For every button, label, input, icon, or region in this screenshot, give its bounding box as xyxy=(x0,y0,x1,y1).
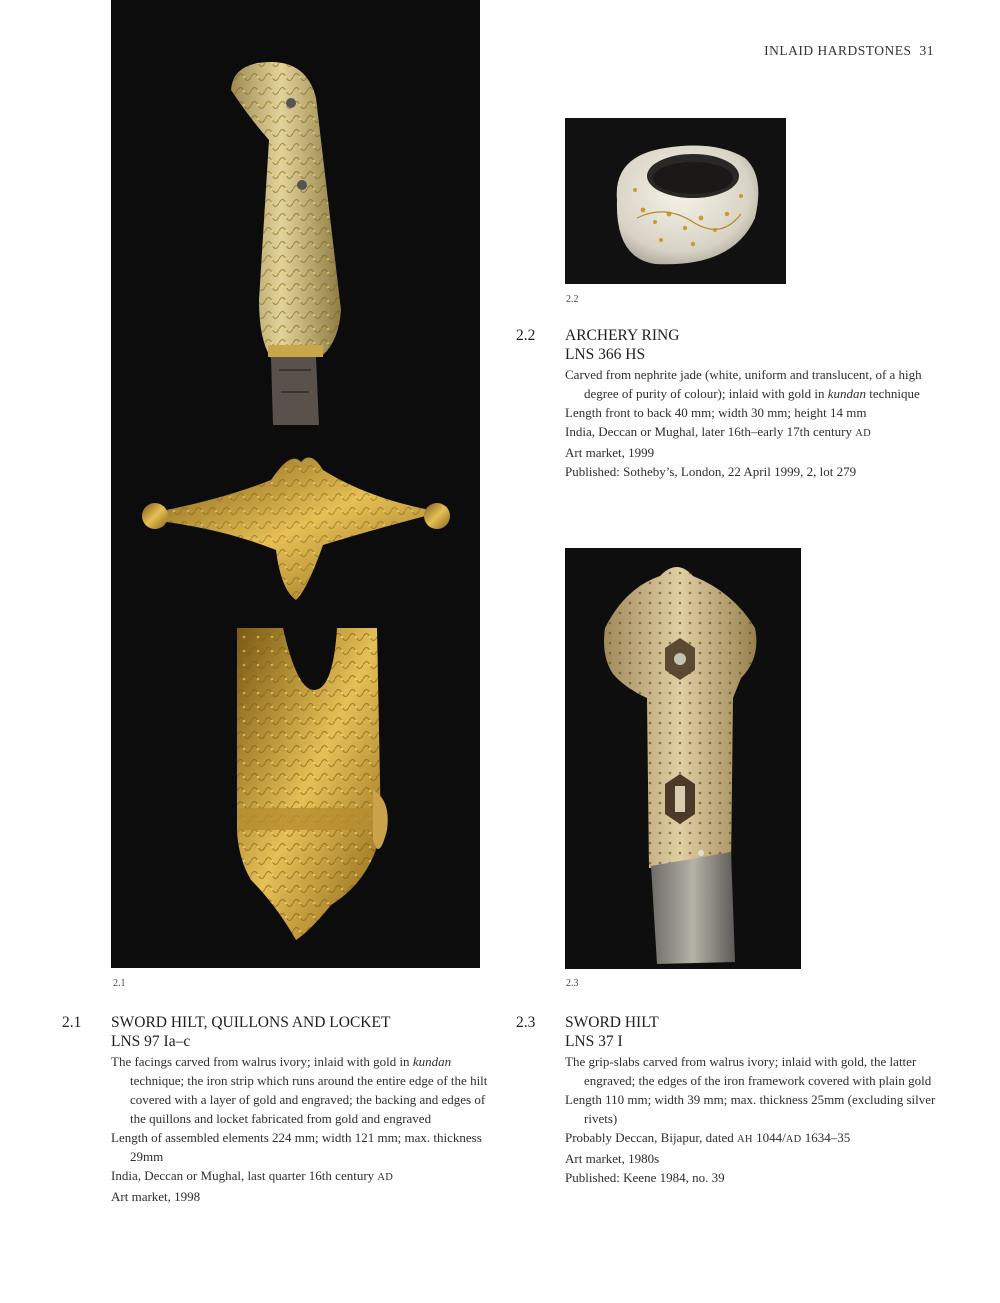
entry-title: ARCHERY RING xyxy=(565,327,680,344)
entry-provenance: Art market, 1999 xyxy=(565,445,655,460)
entry-publication: Published: Sotheby’s, London, 22 April 1999, 2, lot 279 xyxy=(565,464,857,479)
plate-number: 2.3 xyxy=(566,978,579,989)
catalogue-number: 2.2 xyxy=(516,327,536,344)
entry-dimensions: Length front to back 40 mm; width 30 mm; height 14 mm xyxy=(565,405,867,420)
entry-provenance: Art market, 1980s xyxy=(565,1151,660,1166)
catalogue-entry xyxy=(516,326,945,481)
catalogue-entry xyxy=(516,1013,945,1187)
plate-number: 2.2 xyxy=(566,294,579,305)
entry-description: The grip-slabs carved from walrus ivory; inlaid with gold, the latter engraved; the edges of the iron framework covered with plain gold xyxy=(565,1054,932,1088)
entry-dimensions: Length 110 mm; width 39 mm; max. thickness 25mm (excluding silver rivets) xyxy=(565,1092,936,1126)
page-number: 31 xyxy=(919,43,934,58)
inventory-number: LNS 37 I xyxy=(565,1033,623,1050)
entry-origin: India, Deccan or Mughal, last quarter 16th century AD xyxy=(111,1168,394,1183)
photo-sword-hilt-quillons-locket xyxy=(111,0,480,968)
inventory-number: LNS 366 HS xyxy=(565,346,646,363)
catalogue-entry xyxy=(62,1013,491,1206)
entry-publication: Published: Keene 1984, no. 39 xyxy=(565,1170,725,1185)
entry-description: The facings carved from walrus ivory; inlaid with gold in kundan technique; the iron strip which runs around the entire edge of the hilt covered with a layer of gold and engraved; the backing and edges of the quillons and locket fabricated from gold and engraved xyxy=(111,1054,488,1126)
entry-title: SWORD HILT, QUILLONS AND LOCKET xyxy=(111,1014,391,1031)
entry-dimensions: Length of assembled elements 224 mm; width 121 mm; max. thickness 29mm xyxy=(111,1130,482,1164)
entry-title: SWORD HILT xyxy=(565,1014,659,1031)
entry-description: Carved from nephrite jade (white, uniform and translucent, of a high degree of purity of colour); inlaid with gold in kundan technique xyxy=(565,367,922,401)
photo-archery-ring xyxy=(565,118,786,284)
entry-origin: India, Deccan or Mughal, later 16th–early 17th century AD xyxy=(565,424,871,439)
entry-origin: Probably Deccan, Bijapur, dated AH 1044/AD 1634–35 xyxy=(565,1130,851,1145)
catalogue-number: 2.3 xyxy=(516,1014,536,1031)
running-header xyxy=(764,43,934,59)
catalogue-number: 2.1 xyxy=(62,1014,82,1031)
plate-number: 2.1 xyxy=(113,978,126,989)
entry-provenance: Art market, 1998 xyxy=(111,1189,201,1204)
running-title: INLAID HARDSTONES xyxy=(764,43,912,58)
photo-sword-hilt xyxy=(565,548,801,969)
inventory-number: LNS 97 Ia–c xyxy=(111,1033,191,1050)
